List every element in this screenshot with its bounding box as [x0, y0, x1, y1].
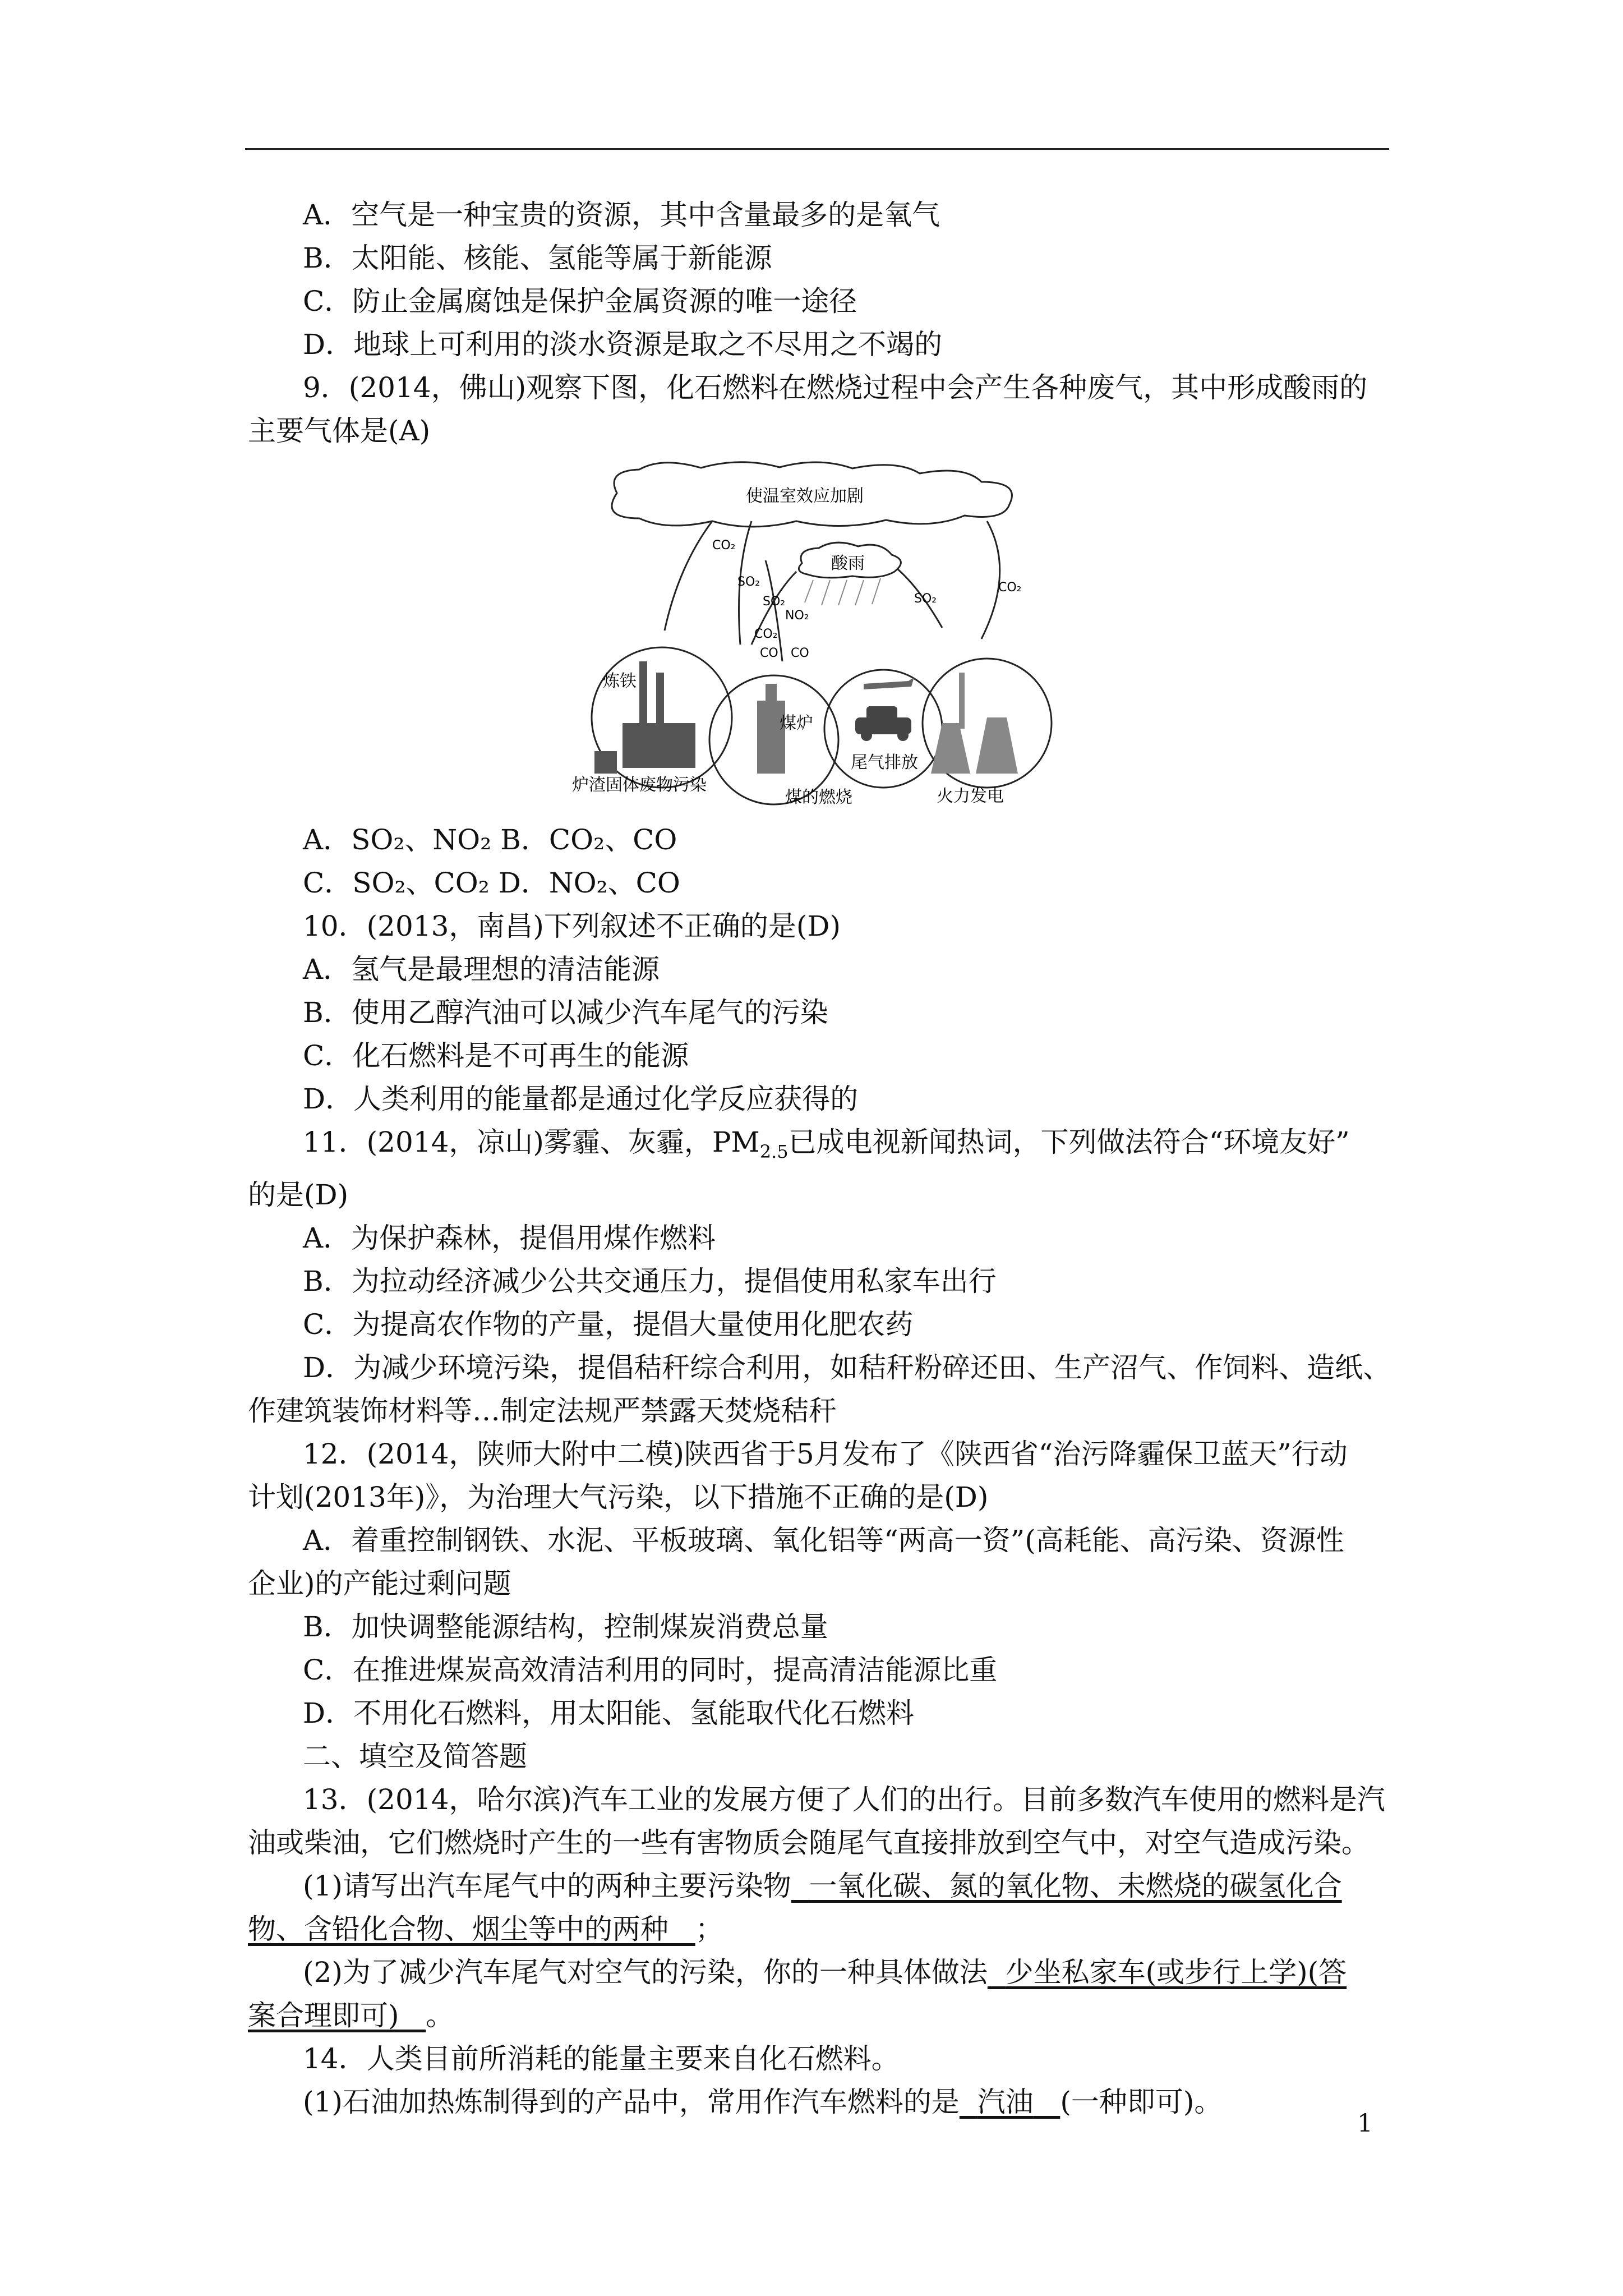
power-label: 火力发电 — [937, 786, 1004, 806]
co-label-2: CO — [791, 646, 809, 660]
q13-stem-cont: 油或柴油，它们燃烧时产生的一些有害物质会随尾气直接排放到空气中，对空气造成污染。 — [248, 1826, 1370, 1859]
q12-stem: 12．(2014，陕师大附中二模)陕西省于5月发布了《陕西省“治污降霾保卫蓝天”行动 — [303, 1438, 1348, 1470]
so2-label-3: SO₂ — [914, 592, 937, 606]
q11-option-c: C．为提高农作物的产量，提倡大量使用化肥农药 — [303, 1308, 914, 1341]
q9-stem-cont: 主要气体是(A) — [248, 415, 431, 447]
no2-label: NO₂ — [785, 609, 809, 623]
q12-option-b: B．加快调整能源结构，控制煤炭消费总量 — [303, 1611, 828, 1643]
acid-rain-label: 酸雨 — [831, 554, 865, 573]
power-plant-icon — [931, 673, 1018, 774]
q9-stem: 9．(2014，佛山)观察下图，化石燃料在燃烧过程中会产生各种废气，其中形成酸雨的 — [303, 371, 1368, 404]
q13-part1-cont: 物、含铅化合物、烟尘等中的两种 ； — [248, 1913, 723, 1945]
q11-option-d: D．为减少环境污染，提倡秸秆综合利用，如秸秆粉碎还田、生产沼气、作饲料、造纸、 — [303, 1351, 1391, 1384]
q10-option-b: B．使用乙醇汽油可以减少汽车尾气的污染 — [303, 996, 828, 1029]
q11-option-d-cont: 作建筑装饰材料等…制定法规严禁露天焚烧秸秆 — [248, 1395, 837, 1427]
so2-label-2: SO₂ — [763, 595, 786, 609]
q13-stem: 13．(2014，哈尔滨)汽车工业的发展方便了人们的出行。目前多数汽车使用的燃料是汽 — [303, 1783, 1385, 1816]
slag-label: 炉渣固体废物污染 — [572, 775, 707, 795]
q14-part1: (1)石油加热炼制得到的产品中，常用作汽车燃料的是 汽油 (一种即可)。 — [303, 2086, 1223, 2118]
q13-part2: (2)为了减少汽车尾气对空气的污染，你的一种具体做法 少坐私家车(或步行上学)(答 — [303, 1956, 1347, 1989]
exhaust-label: 尾气排放 — [851, 753, 918, 772]
q8-option-c: C．防止金属腐蚀是保护金属资源的唯一途径 — [303, 285, 857, 318]
pollution-figure — [248, 459, 1386, 806]
q12-option-c: C．在推进煤炭高效清洁利用的同时，提高清洁能源比重 — [303, 1654, 998, 1686]
q12-option-d: D．不用化石燃料，用太阳能、氢能取代化石燃料 — [303, 1697, 915, 1729]
header-rule — [245, 148, 1389, 150]
q11-option-a: A．为保护森林，提倡用煤作燃料 — [303, 1222, 716, 1254]
section-heading: 二、填空及简答题 — [303, 1740, 527, 1773]
cloud-label: 使温室效应加剧 — [746, 486, 864, 506]
q12-option-a-cont: 企业)的产能过剩问题 — [248, 1567, 511, 1600]
iron-label: 炼铁 — [603, 671, 637, 691]
co2-label-3: CO₂ — [998, 581, 1022, 595]
q8-option-b: B．太阳能、核能、氢能等属于新能源 — [303, 242, 772, 274]
q10-stem: 10．(2013，南昌)下列叙述不正确的是(D) — [303, 910, 841, 942]
q11-stem: 11．(2014，凉山)雾霾、灰霾，$PM_{2.5}$已成电视新闻热词，下列做法符合“环境友好” — [303, 1126, 1350, 1162]
car-icon — [855, 706, 911, 741]
so2-label-1: SO₂ — [737, 575, 760, 589]
q11-option-b: B．为拉动经济减少公共交通压力，提倡使用私家车出行 — [303, 1265, 997, 1297]
q8-option-a: A．空气是一种宝贵的资源，其中含量最多的是氧气 — [303, 199, 940, 231]
q12-option-a: A．着重控制钢铁、水泥、平板玻璃、氧化铝等“两高一资”(高耗能、高污染、资源性 — [303, 1524, 1344, 1557]
page-number: 1 — [1357, 2109, 1373, 2138]
q10-option-a: A．氢气是最理想的清洁能源 — [303, 953, 660, 986]
q14-answer-1: 汽油 — [977, 2086, 1034, 2118]
co2-label-2: CO₂ — [754, 627, 778, 641]
q14-stem: 14．人类目前所消耗的能量主要来自化石燃料。 — [303, 2042, 900, 2075]
q13-answer-1: 一氧化碳、氮的氧化物、未燃烧的碳氢化合 — [809, 1870, 1342, 1902]
q11-stem-cont: 的是(D) — [248, 1179, 349, 1211]
rain-lines — [805, 578, 880, 605]
q12-stem-cont: 计划(2013年)》，为治理大气污染，以下措施不正确的是(D) — [248, 1481, 989, 1513]
q13-part2-cont: 案合理即可) 。 — [248, 1999, 454, 2032]
q13-answer-2: 少坐私家车(或步行上学)(答 — [1005, 1956, 1347, 1989]
q9-options-2: C．SO₂、CO₂ D．NO₂、CO — [303, 867, 680, 899]
document-body — [248, 194, 1391, 2124]
stove-label: 煤炉 — [780, 714, 813, 733]
q10-option-c: C．化石燃料是不可再生的能源 — [303, 1039, 689, 1072]
q13-part1: (1)请写出汽车尾气中的两种主要污染物 一氧化碳、氮的氧化物、未燃烧的碳氢化合 — [303, 1870, 1342, 1902]
q9-options-1: A．SO₂、NO₂ B．CO₂、CO — [303, 823, 677, 856]
co2-label-1: CO₂ — [712, 539, 736, 553]
pollution-diagram — [572, 459, 1077, 806]
q10-option-d: D．人类利用的能量都是通过化学反应获得的 — [303, 1083, 859, 1115]
coal-label: 煤的燃烧 — [785, 788, 852, 806]
q8-option-d: D．地球上可利用的淡水资源是取之不尽用之不竭的 — [303, 328, 943, 361]
co-label-1: CO — [760, 646, 778, 660]
plane-icon — [864, 677, 914, 689]
